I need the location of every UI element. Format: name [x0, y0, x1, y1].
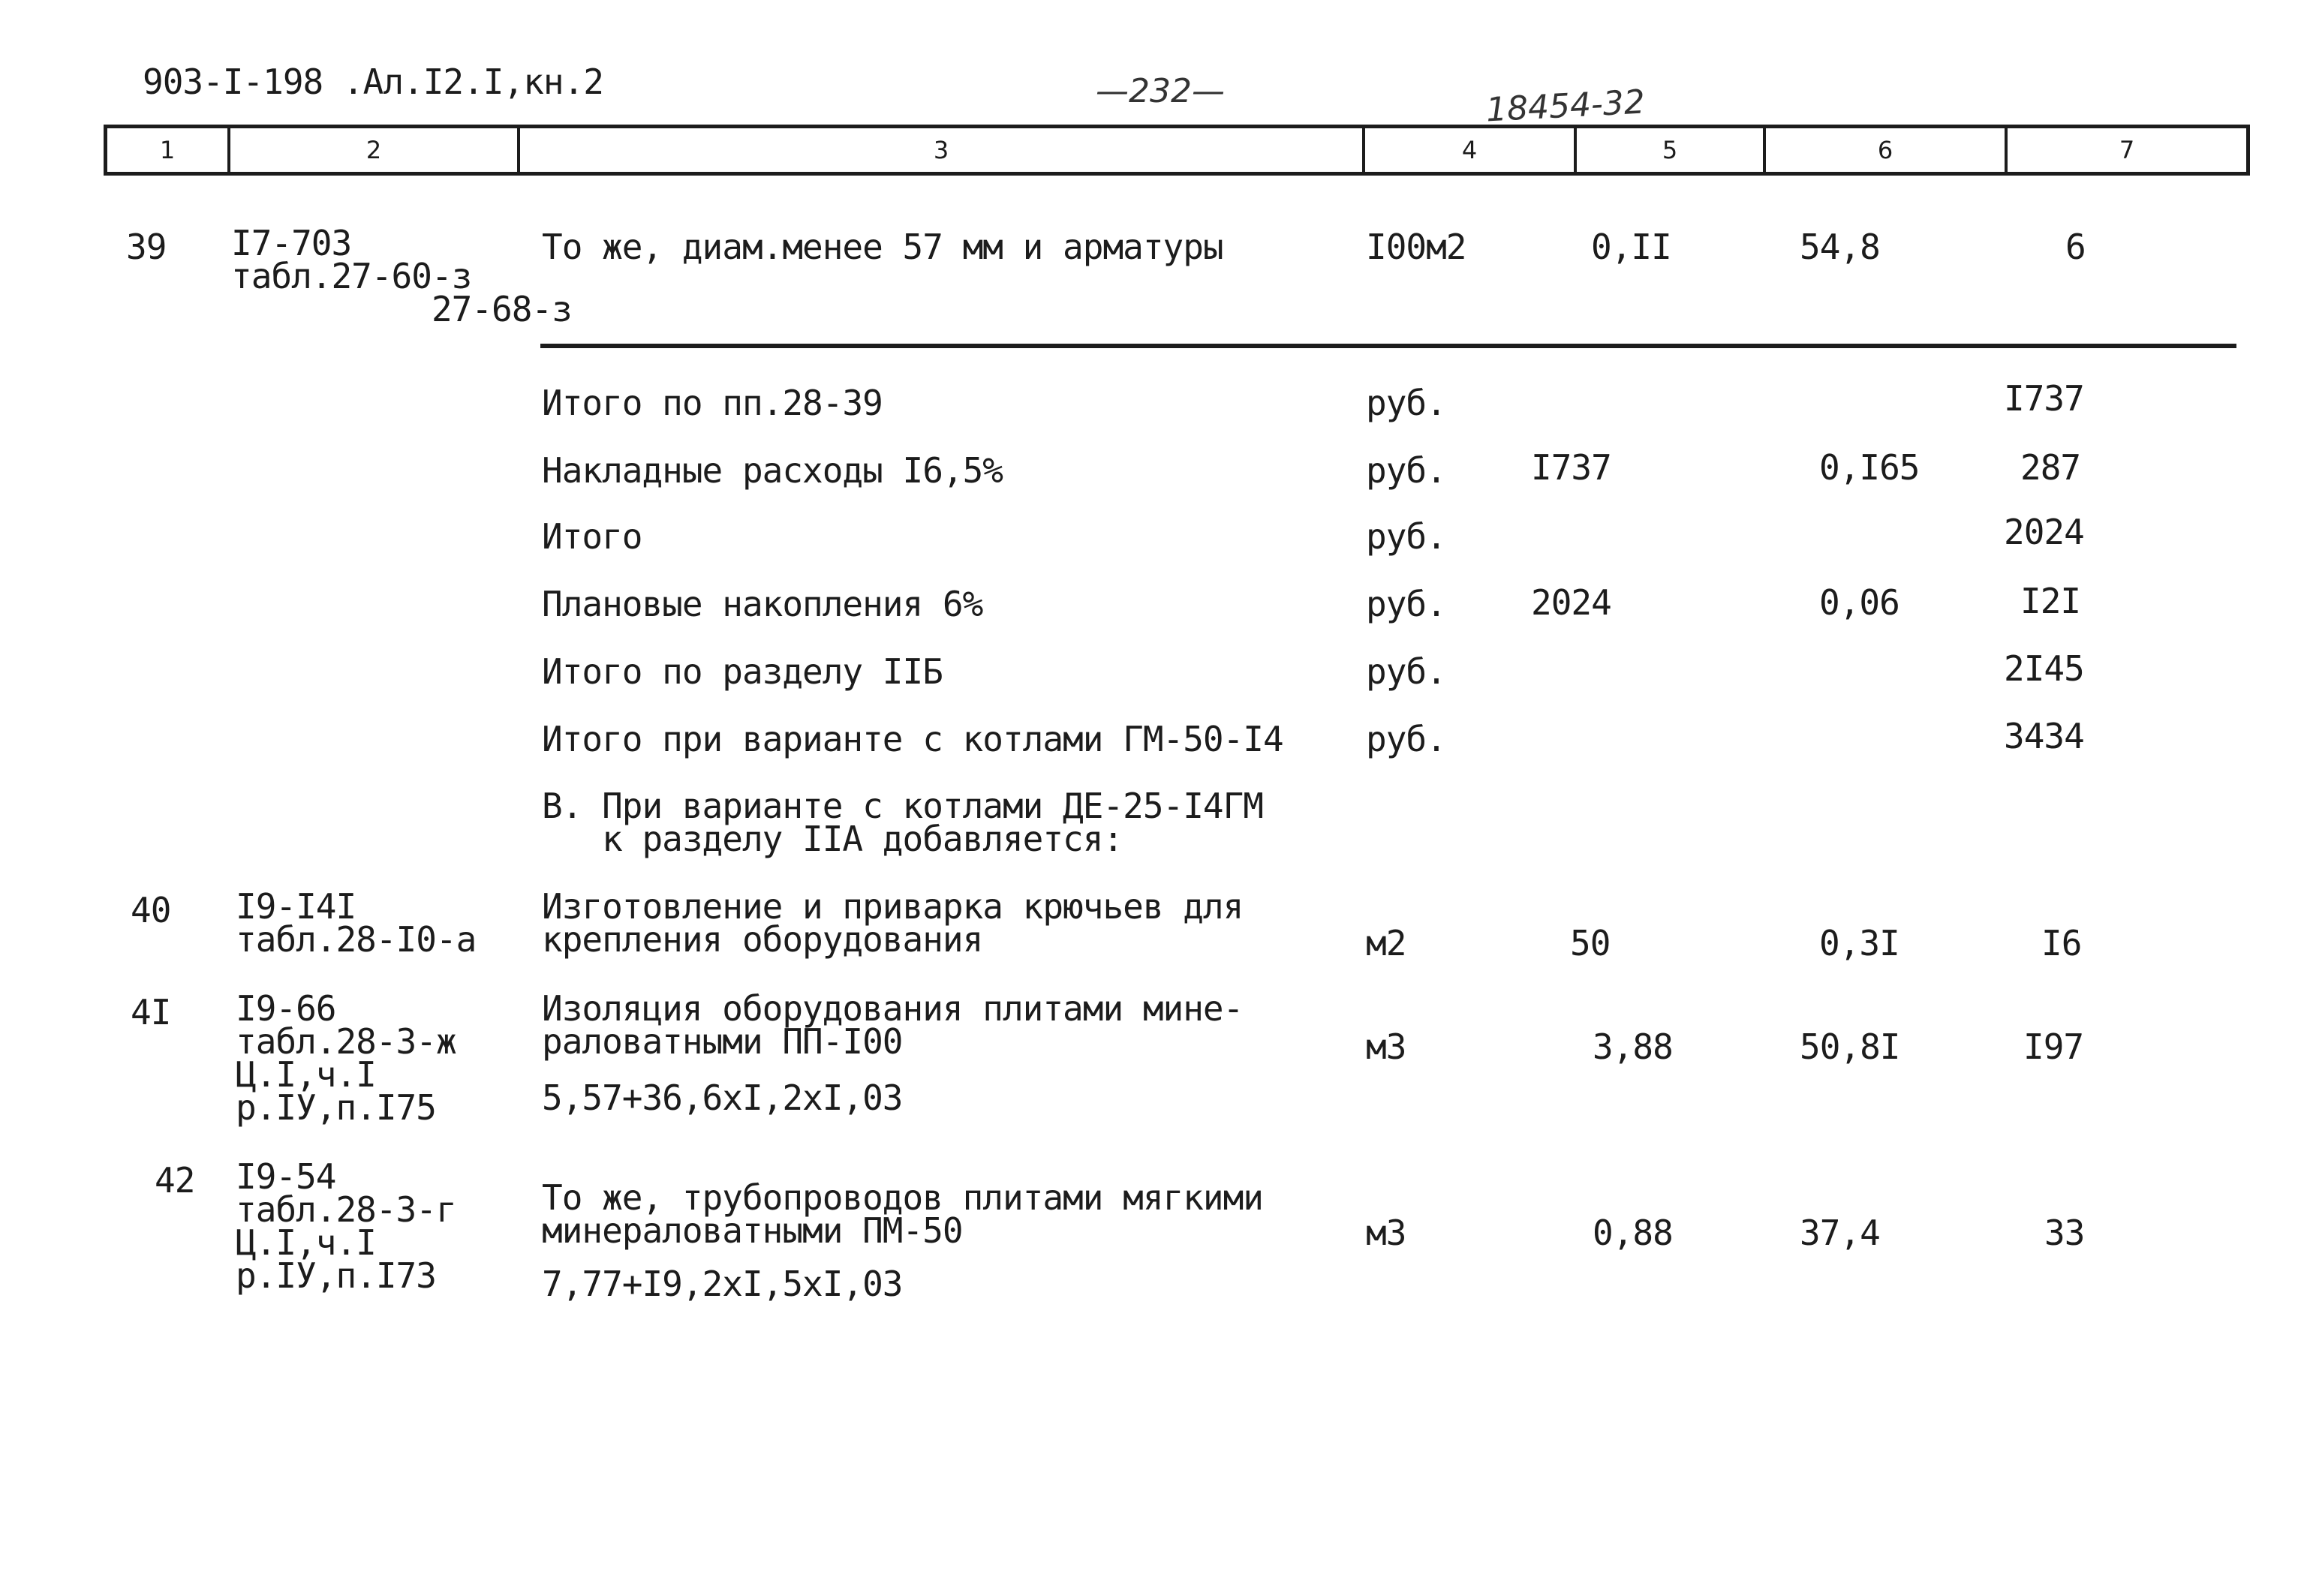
document-code: 903-I-198 .Ал.I2.I,кн.2: [143, 62, 603, 102]
row-42-price: 37,4: [1800, 1213, 1880, 1253]
row-42-code: I9-54 табл.28-3-г Ц.I,ч.I р.IУ,п.I73: [236, 1156, 456, 1296]
column-number-2: 2: [230, 128, 520, 172]
row-41-total: I97: [2023, 1026, 2084, 1067]
page-number: —232—: [1096, 72, 1225, 110]
row-42-total: 33: [2044, 1213, 2085, 1253]
summary-5-label: Итого по разделу IIБ: [542, 651, 943, 692]
row-41-price: 50,8I: [1800, 1026, 1900, 1067]
column-header-row: [104, 125, 2250, 176]
row-40-unit: м2: [1366, 923, 1406, 963]
summary-5-unit: руб.: [1366, 651, 1446, 692]
row-40-code: I9-I4I табл.28-I0-а: [236, 886, 477, 960]
summary-4-rate: 0,06: [1819, 582, 1899, 623]
row-39-total: 6: [2065, 227, 2086, 267]
row-41-number: 4I: [131, 992, 171, 1032]
summary-6-total: 3434: [2004, 716, 2084, 756]
summary-4-label: Плановые накопления 6%: [542, 584, 983, 624]
subtotal-rule: [540, 344, 2236, 348]
summary-1-total: I737: [2004, 378, 2084, 419]
summary-5-total: 2I45: [2004, 648, 2084, 689]
handwritten-reference: 18454-32: [1484, 83, 1647, 130]
row-41-unit: м3: [1366, 1026, 1406, 1067]
summary-2-total: 287: [2020, 447, 2081, 488]
row-39-quantity: 0,II: [1591, 227, 1671, 267]
row-40-total: I6: [2041, 923, 2082, 963]
row-42-number: 42: [155, 1160, 195, 1201]
row-41-code: I9-66 табл.28-3-ж Ц.I,ч.I р.IУ,п.I75: [236, 988, 456, 1128]
row-42-quantity: 0,88: [1593, 1213, 1673, 1253]
row-40-number: 40: [131, 890, 171, 930]
summary-2-rate: 0,I65: [1819, 447, 1920, 488]
summary-6-label: Итого при варианте с котлами ГМ-50-I4: [542, 719, 1283, 759]
row-41-name: Изоляция оборудования плитами мине- раловатными ПП-I00: [542, 988, 1244, 1062]
summary-4-quantity: 2024: [1531, 582, 1611, 623]
summary-3-unit: руб.: [1366, 516, 1446, 557]
row-42-name: То же, трубопроводов плитами мягкими минераловатными ПМ-50: [542, 1177, 1263, 1251]
summary-4-total: I2I: [2020, 581, 2081, 621]
column-number-4: 4: [1365, 128, 1577, 172]
row-41-quantity: 3,88: [1593, 1026, 1673, 1067]
row-40-quantity: 50: [1570, 923, 1611, 963]
summary-1-label: Итого по пп.28-39: [542, 383, 883, 423]
row-39-code: I7-703 табл.27-60-з 27-68-з: [231, 223, 572, 329]
row-39-unit: I00м2: [1366, 227, 1466, 267]
column-number-1: 1: [107, 128, 230, 172]
summary-6-unit: руб.: [1366, 719, 1446, 759]
column-number-6: 6: [1766, 128, 2008, 172]
summary-3-total: 2024: [2004, 512, 2084, 552]
row-40-price: 0,3I: [1819, 923, 1899, 963]
row-41-calculation: 5,57+36,6хI,2хI,03: [542, 1078, 903, 1118]
summary-1-unit: руб.: [1366, 383, 1446, 423]
column-number-5: 5: [1577, 128, 1766, 172]
section-b-heading: В. При варианте с котлами ДЕ-25-I4ГМ к разделу IIА добавляется:: [542, 786, 1263, 859]
row-40-name: Изготовление и приварка крючьев для крепления оборудования: [542, 886, 1244, 960]
row-39-name: То же, диам.менее 57 мм и арматуры: [542, 227, 1223, 267]
summary-3-label: Итого: [542, 516, 642, 557]
summary-4-unit: руб.: [1366, 584, 1446, 624]
column-number-3: 3: [520, 128, 1365, 172]
row-42-calculation: 7,77+I9,2хI,5хI,03: [542, 1264, 903, 1304]
column-number-7: 7: [2119, 136, 2135, 164]
summary-2-label: Накладные расходы I6,5%: [542, 450, 1003, 491]
summary-2-quantity: I737: [1531, 447, 1611, 488]
row-39-number: 39: [126, 227, 167, 267]
summary-2-unit: руб.: [1366, 450, 1446, 491]
row-39-price: 54,8: [1800, 227, 1880, 267]
row-42-unit: м3: [1366, 1213, 1406, 1253]
